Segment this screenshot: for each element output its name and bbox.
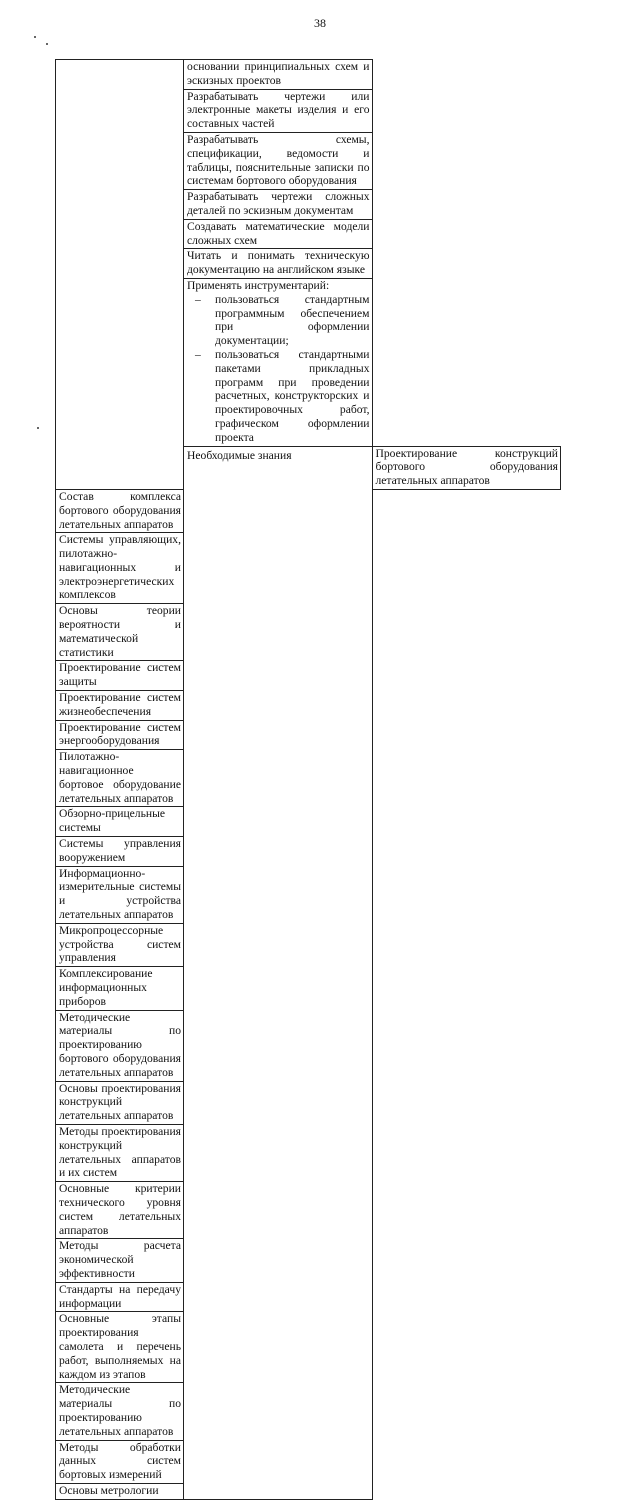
knowledge-item: Системы управления вооружением <box>56 837 184 867</box>
table-row <box>56 60 561 90</box>
tools-list-item: – пользоваться стандартными пакетами прикладных программ при проведении расчетных, конструкторских и проектировочных работ, графическом оформлении проекта <box>187 348 370 445</box>
section-label: Необходимые знания <box>184 446 373 1499</box>
knowledge-item: Пилотажно-навигационное бортовое оборудование летательных аппаратов <box>56 750 184 807</box>
knowledge-item: Обзорно-прицельные системы <box>56 807 184 837</box>
knowledge-item: Методические материалы по проектированию бортового оборудования летательных аппаратов <box>56 1010 184 1081</box>
knowledge-item: Методические материалы по проектированию летательных аппаратов <box>56 1383 184 1440</box>
scan-mark <box>46 43 48 45</box>
knowledge-item: Основные критерии технического уровня систем летательных аппаратов <box>56 1182 184 1239</box>
tools-list-item: – пользоваться стандартным программным обеспечением при оформлении документации; <box>187 293 370 348</box>
page-number: 38 <box>314 16 326 30</box>
requirements-table <box>55 59 561 1500</box>
skill-item: основании принципиальных схем и эскизных проектов <box>184 60 373 90</box>
skill-item: Разрабатывать схемы, спецификации, ведомости и таблицы, пояснительные записки по системам бортового оборудования <box>184 132 373 189</box>
knowledge-item: Проектирование систем жизнеобеспечения <box>56 691 184 721</box>
skill-item: Разрабатывать чертежи или электронные макеты изделия и его составных частей <box>184 89 373 132</box>
knowledge-item: Комплексирование информационных приборов <box>56 967 184 1010</box>
skill-item: Читать и понимать техническую документацию на английском языке <box>184 249 373 279</box>
tools-list <box>187 293 370 445</box>
knowledge-item: Методы проектирования конструкций летательных аппаратов и их систем <box>56 1124 184 1181</box>
tools-item <box>184 278 373 446</box>
scan-mark <box>34 36 36 38</box>
tools-intro: Применять инструментарий: <box>187 278 330 292</box>
knowledge-item: Состав комплекса бортового оборудования летательных аппаратов <box>56 489 184 532</box>
knowledge-item: Проектирование систем энергооборудования <box>56 720 184 750</box>
knowledge-item: Информационно-измерительные системы и устройства летательных аппаратов <box>56 866 184 923</box>
knowledge-item: Системы управляющих, пилотажно-навигационных и электроэнергетических комплексов <box>56 533 184 604</box>
scan-mark <box>37 427 39 429</box>
knowledge-item: Основы теории вероятности и математической статистики <box>56 604 184 661</box>
knowledge-item: Методы расчета экономической эффективности <box>56 1239 184 1282</box>
knowledge-item: Проектирование систем защиты <box>56 661 184 691</box>
knowledge-item: Методы обработки данных систем бортовых измерений <box>56 1440 184 1483</box>
knowledge-item: Основные этапы проектирования самолета и перечень работ, выполняемых на каждом из этапов <box>56 1312 184 1383</box>
knowledge-item: Основы проектирования конструкций летательных аппаратов <box>56 1081 184 1124</box>
skill-item: Создавать математические модели сложных схем <box>184 219 373 249</box>
knowledge-item: Проектирование конструкций бортового оборудования летательных аппаратов <box>372 446 561 489</box>
skill-item: Разрабатывать чертежи сложных деталей по эскизным документам <box>184 190 373 220</box>
knowledge-item: Стандарты на передачу информации <box>56 1282 184 1312</box>
empty-label-cell <box>56 60 184 490</box>
knowledge-item: Микропроцессорные устройства систем управления <box>56 923 184 966</box>
knowledge-item: Основы метрологии <box>56 1483 184 1499</box>
